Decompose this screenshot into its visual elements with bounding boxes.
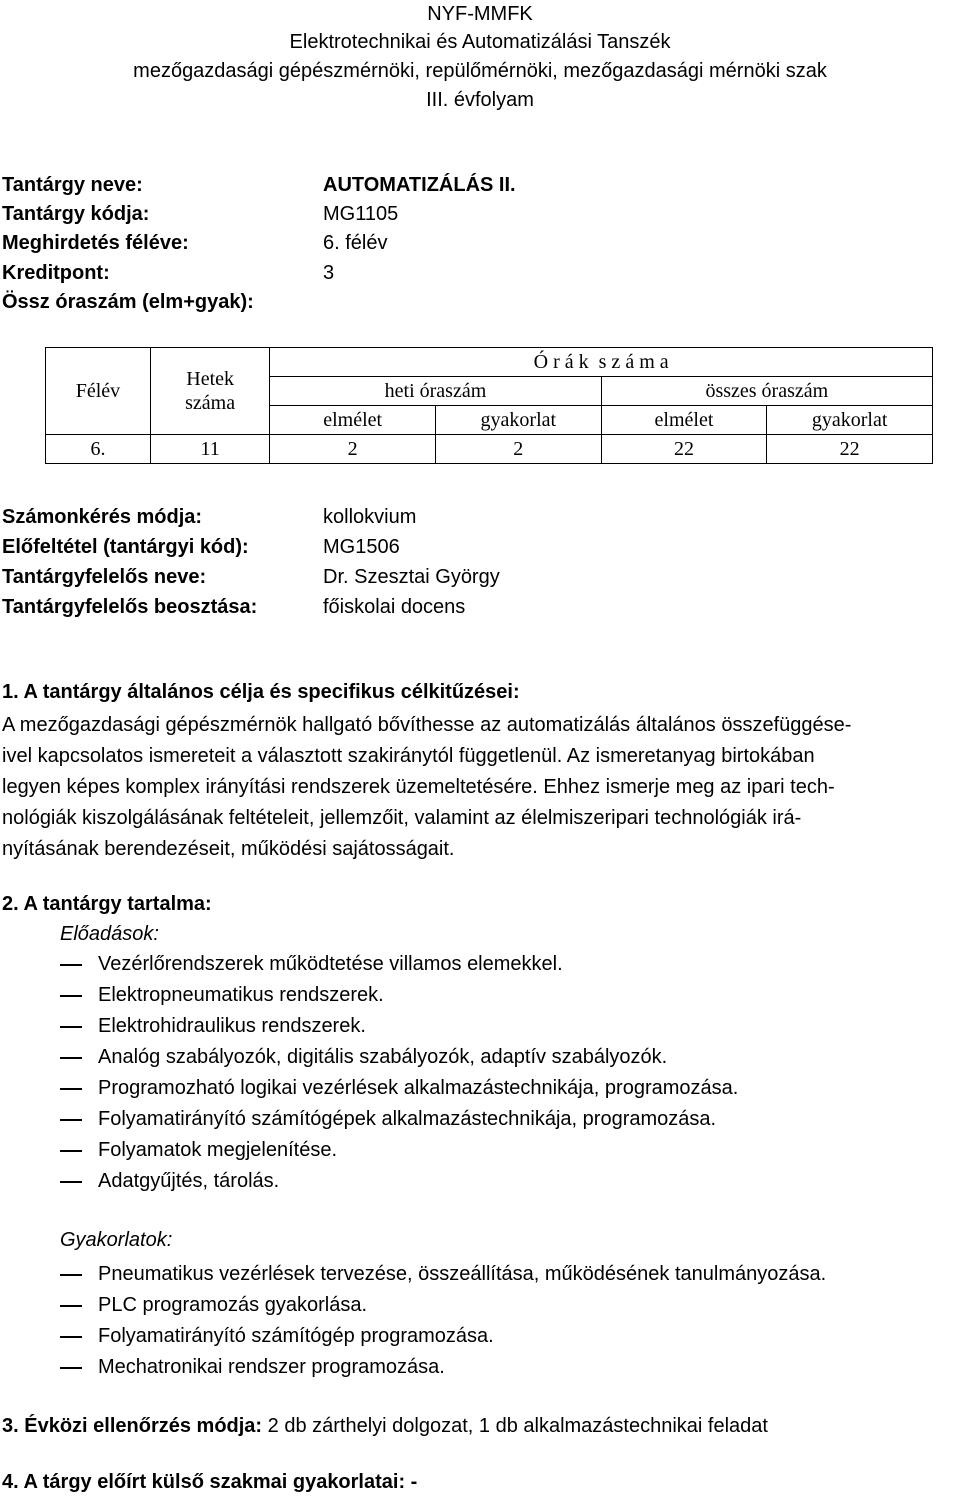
list-item-text: PLC programozás gyakorlása.: [98, 1294, 368, 1316]
exam-type-value: kollokvium: [323, 506, 417, 528]
course-name-value: AUTOMATIZÁLÁS II.: [323, 174, 516, 196]
header-department: Elektrotechnikai és Automatizálási Tanszék: [289, 31, 671, 53]
list-item: [60, 1138, 738, 1169]
responsible-label: Tantárgyfelelős neve:: [2, 566, 207, 588]
row-total-practice: 22: [767, 435, 933, 464]
list-item-text: Elektrohidraulikus rendszerek.: [98, 1015, 366, 1037]
row-weekly-practice: 2: [435, 435, 601, 464]
row-weeks: 11: [150, 435, 269, 464]
dash-icon: [60, 1088, 82, 1090]
total-hours-label: Össz óraszám (elm+gyak):: [2, 291, 254, 313]
course-name-label: Tantárgy neve:: [2, 174, 143, 196]
list-item: [60, 1076, 738, 1107]
weekly-practice-header: gyakorlat: [435, 406, 601, 435]
semester-header: Félév: [46, 348, 151, 435]
total-practice-header: gyakorlat: [767, 406, 933, 435]
dash-icon: [60, 1150, 82, 1152]
list-item-text: Analóg szabályozók, digitális szabályozók, adaptív szabályozók.: [98, 1046, 668, 1068]
course-code-label: Tantárgy kódja:: [2, 203, 150, 225]
list-item: [60, 952, 738, 983]
weeks-header-line2: száma: [185, 392, 236, 414]
course-code-value: MG1105: [323, 203, 399, 225]
row-total-theory: 22: [601, 435, 767, 464]
dash-icon: [60, 1026, 82, 1028]
list-item: [60, 1324, 826, 1355]
dash-icon: [60, 1274, 82, 1276]
dash-icon: [60, 964, 82, 966]
semester-label: Meghirdetés féléve:: [2, 232, 189, 254]
responsible-value: Dr. Szesztai György: [323, 566, 500, 588]
section1-line: ivel kapcsolatos ismereteit a választott szakiránytól függetlenül. Az ismeretanyag birtokában: [2, 745, 815, 767]
dash-icon: [60, 1119, 82, 1121]
row-semester: 6.: [46, 435, 151, 464]
credit-label: Kreditpont:: [2, 262, 110, 284]
list-item-text: Vezérlőrendszerek működtetése villamos elemekkel.: [98, 953, 563, 975]
practices-title: Gyakorlatok:: [60, 1229, 173, 1251]
dash-icon: [60, 1336, 82, 1338]
lectures-title: Előadások:: [60, 923, 159, 945]
header-majors: mezőgazdasági gépészmérnöki, repülőmérnöki, mezőgazdasági mérnöki szak: [133, 60, 827, 82]
exam-type-label: Számonkérés módja:: [2, 506, 203, 528]
header-year: III. évfolyam: [426, 89, 534, 111]
section3-title: 3. Évközi ellenőrzés módja:: [2, 1415, 263, 1437]
list-item-text: Elektropneumatikus rendszerek.: [98, 984, 384, 1006]
list-item-text: Folyamatirányító számítógépek alkalmazástechnikája, programozása.: [98, 1108, 717, 1130]
list-item-text: Folyamatirányító számítógép programozása.: [98, 1325, 494, 1347]
section1-line: nológiák kiszolgálásának feltételeit, jellemzőit, valamint az élelmiszeripari technológiák irá-: [2, 807, 802, 829]
list-item: [60, 1262, 826, 1293]
total-theory-header: elmélet: [601, 406, 767, 435]
list-item-text: Pneumatikus vezérlések tervezése, összeállítása, működésének tanulmányozása.: [98, 1263, 827, 1285]
lectures-list: [60, 952, 738, 1200]
hours-table: [45, 347, 933, 464]
section3: [2, 1414, 768, 1438]
weekly-hours-header: heti óraszám: [270, 377, 601, 406]
dash-icon: [60, 995, 82, 997]
list-item: [60, 1045, 738, 1076]
list-item: [60, 1014, 738, 1045]
weeks-header-line1: Hetek: [186, 368, 235, 390]
header-institution: NYF-MMFK: [427, 3, 533, 25]
list-item: [60, 983, 738, 1014]
section3-text: 2 db zárthelyi dolgozat, 1 db alkalmazástechnikai feladat: [267, 1415, 768, 1437]
dash-icon: [60, 1305, 82, 1307]
hours-header: Ó r á k s z á m a: [270, 348, 933, 377]
list-item-text: Programozható logikai vezérlések alkalmazástechnikája, programozása.: [98, 1077, 739, 1099]
total-hours-header: összes óraszám: [601, 377, 932, 406]
section1-line: legyen képes komplex irányítási rendszerek üzemeltetésére. Ehhez ismerje meg az ipari tech-: [2, 776, 835, 798]
row-weekly-theory: 2: [270, 435, 436, 464]
list-item: [60, 1169, 738, 1200]
list-item: [60, 1107, 738, 1138]
position-value: főiskolai docens: [323, 596, 466, 618]
list-item: [60, 1355, 826, 1386]
position-label: Tantárgyfelelős beosztása:: [2, 596, 258, 618]
section1-line: nyításának berendezéseit, működési sajátosságait.: [2, 838, 455, 860]
prerequisite-value: MG1506: [323, 536, 400, 558]
semester-value: 6. félév: [323, 232, 388, 254]
dash-icon: [60, 1367, 82, 1369]
section4-title: 4. A tárgy előírt külső szakmai gyakorlatai: -: [2, 1471, 418, 1493]
section1-line: A mezőgazdasági gépészmérnök hallgató bővíthesse az automatizálás általános összefüggése-: [2, 714, 852, 736]
list-item-text: Mechatronikai rendszer programozása.: [98, 1356, 445, 1378]
weeks-header: [150, 348, 269, 435]
section1-title: 1. A tantárgy általános célja és specifikus célkitűzései:: [2, 681, 520, 703]
practices-list: [60, 1262, 826, 1386]
list-item-text: Folyamatok megjelenítése.: [98, 1139, 338, 1161]
prerequisite-label: Előfeltétel (tantárgyi kód):: [2, 536, 249, 558]
list-item-text: Adatgyűjtés, tárolás.: [98, 1170, 280, 1192]
credit-value: 3: [323, 262, 335, 284]
section2-title: 2. A tantárgy tartalma:: [2, 893, 212, 915]
dash-icon: [60, 1181, 82, 1183]
list-item: [60, 1293, 826, 1324]
weekly-theory-header: elmélet: [270, 406, 436, 435]
dash-icon: [60, 1057, 82, 1059]
